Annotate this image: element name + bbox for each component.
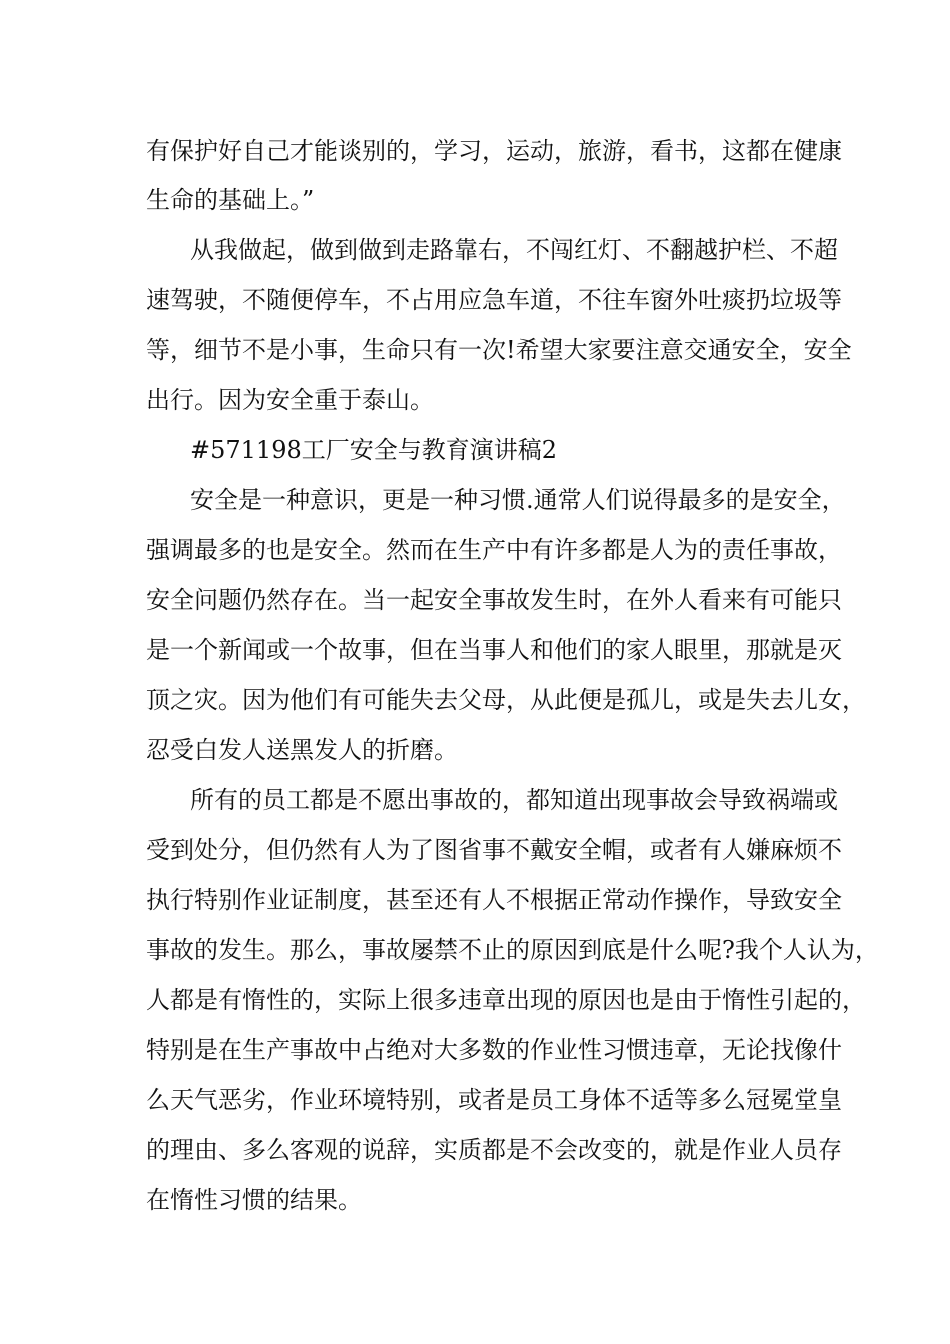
text-line: 特别是在生产事故中占绝对大多数的作业性习惯违章，无论找像什 (146, 1036, 842, 1064)
text-line: 忍受白发人送黑发人的折磨。 (146, 736, 458, 764)
text-line: 事故的发生。那么，事故屡禁不止的原因到底是什么呢?我个人认为， (146, 936, 879, 964)
text-line: 受到处分，但仍然有人为了图省事不戴安全帽，或者有人嫌麻烦不 (146, 836, 842, 864)
text-line: 生命的基础上。” (146, 186, 315, 214)
text-line: 出行。因为安全重于泰山。 (146, 386, 434, 414)
paragraph-first-line: 安全是一种意识，更是一种习惯.通常人们说得最多的是安全， (190, 486, 846, 514)
text-line: 在惰性习惯的结果。 (146, 1186, 362, 1214)
text-line: 的理由、多么客观的说辞，实质都是不会改变的，就是作业人员存 (146, 1136, 842, 1164)
text-line: 么天气恶劣，作业环境特别，或者是员工身体不适等多么冠冕堂皇 (146, 1086, 842, 1114)
text-line: 强调最多的也是安全。然而在生产中有许多都是人为的责任事故， (146, 536, 842, 564)
paragraph-first-line: 从我做起，做到做到走路靠右，不闯红灯、不翻越护栏、不超 (190, 236, 838, 264)
text-line: 有保护好自己才能谈别的，学习，运动，旅游，看书，这都在健康 (146, 137, 842, 165)
text-line: 人都是有惰性的，实际上很多违章出现的原因也是由于惰性引起的， (146, 986, 866, 1014)
text-line: 速驾驶，不随便停车，不占用应急车道，不往车窗外吐痰扔垃圾等 (146, 286, 842, 314)
section-heading: #571198工厂安全与教育演讲稿2 (190, 436, 557, 464)
text-line: 安全问题仍然存在。当一起安全事故发生时，在外人看来有可能只 (146, 586, 842, 614)
text-line: 顶之灾。因为他们有可能失去父母，从此便是孤儿，或是失去儿女， (146, 686, 866, 714)
text-line: 是一个新闻或一个故事，但在当事人和他们的家人眼里，那就是灭 (146, 636, 842, 664)
paragraph-first-line: 所有的员工都是不愿出事故的，都知道出现事故会导致祸端或 (190, 786, 838, 814)
text-line: 执行特别作业证制度，甚至还有人不根据正常动作操作，导致安全 (146, 886, 842, 914)
text-line: 等，细节不是小事，生命只有一次!希望大家要注意交通安全，安全 (146, 336, 852, 364)
